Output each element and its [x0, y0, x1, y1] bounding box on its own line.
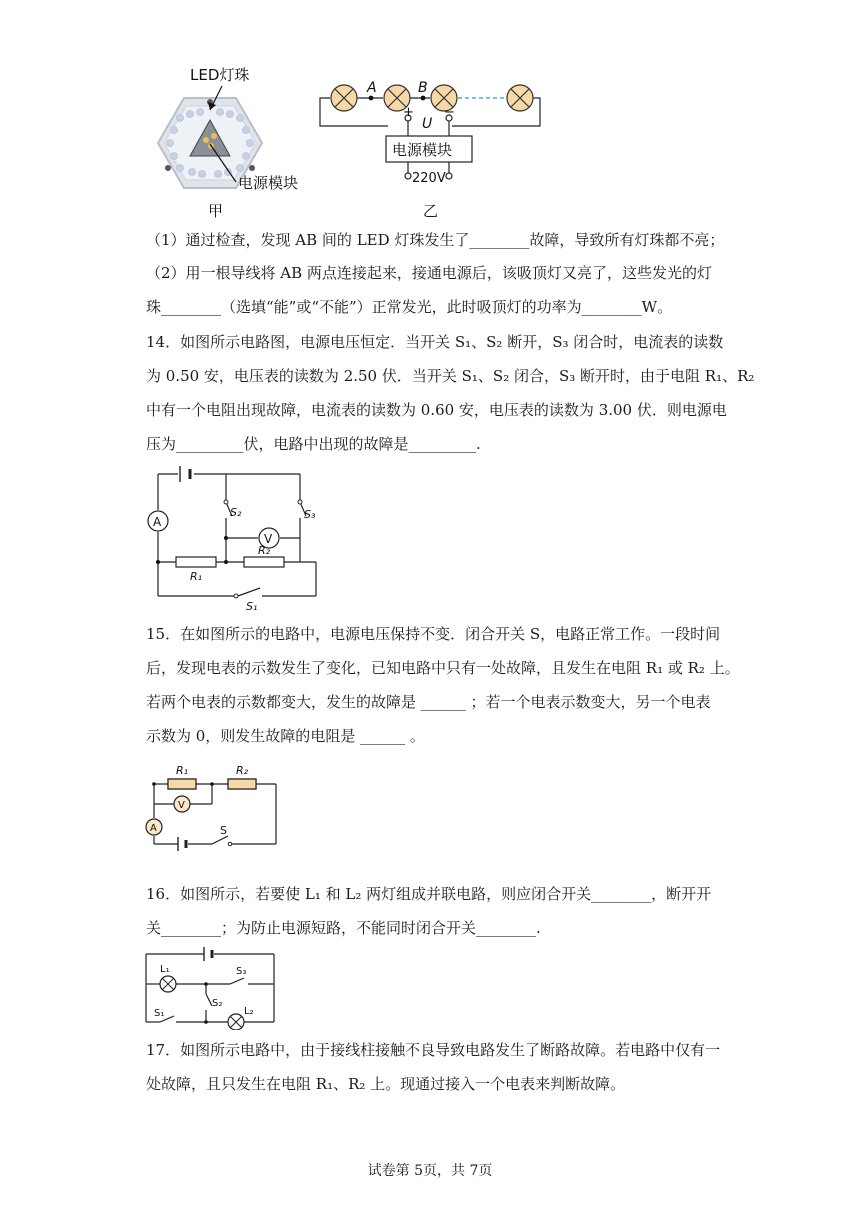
s3-label: S₃	[304, 508, 316, 521]
s2-label: S₂	[212, 998, 223, 1009]
figure-16-svg	[140, 944, 290, 1030]
r2-label: R₂	[258, 544, 271, 557]
q14-line-2: 为 0.50 安，电压表的读数为 2.50 伏．当开关 S₁、S₂ 闭合，S₃ 断开时，由于电阻 R₁、R₂	[146, 367, 755, 385]
q14-line-3: 中有一个电阻出现故障，电流表的读数为 0.60 安，电压表的读数为 3.00 伏．则电源电	[146, 401, 727, 419]
s2-label: S₂	[230, 506, 242, 519]
q15-line-2: 后，发现电表的示数发生了变化，已知电路中只有一处故障，且发生在电阻 R₁ 或 R₂ 上。	[146, 659, 740, 677]
module-label: 电源模块	[238, 174, 299, 192]
led-label: LED灯珠	[190, 66, 250, 84]
q15-line-3: 若两个电表的示数都变大，发生的故障是 ______ ；若一个电表示数变大，另一个电表	[146, 693, 711, 711]
q16-line-1: 16．如图所示，若要使 L₁ 和 L₂ 两灯组成并联电路，则应闭合开关________，断开开	[146, 885, 712, 903]
l1-label: L₁	[160, 964, 170, 975]
plus-sign: +	[403, 105, 414, 120]
r1-label: R₁	[176, 764, 189, 777]
q15-line-4: 示数为 0，则发生故障的电阻是 ______ 。	[146, 727, 425, 745]
s1-label: S₁	[154, 1008, 165, 1019]
s3-label: S₃	[236, 966, 247, 977]
q14-line-4: 压为_________伏，电路中出现的故障是_________.	[146, 435, 481, 453]
page-footer: 试卷第 5页，共 7页	[367, 1163, 493, 1179]
minus-sign: −	[444, 105, 455, 120]
q14-line-1: 14．如图所示电路图，电源电压恒定．当开关 S₁、S₂ 断开，S₃ 闭合时，电流表的读数	[146, 333, 724, 351]
point-a: A	[367, 80, 377, 96]
q13-line-1: （1）通过检查，发现 AB 间的 LED 灯珠发生了________故障，导致所有灯珠都不亮；	[146, 231, 725, 249]
ammeter-label: A	[150, 823, 157, 834]
q13-line-2: （2）用一根导线将 AB 两点连接起来，接通电源后，该吸顶灯又亮了，这些发光的灯	[146, 264, 712, 282]
volt-label: 220V	[412, 171, 446, 186]
r2-label: R₂	[236, 764, 249, 777]
figure-13-svg	[140, 58, 560, 226]
s1-label: S₁	[246, 600, 258, 613]
q15-line-1: 15．在如图所示的电路中，电源电压保持不变．闭合开关 S，电路正常工作。一段时间	[146, 625, 721, 643]
q17-line-2: 处故障，且只发生在电阻 R₁、R₂ 上。现通过接入一个电表来判断故障。	[146, 1075, 626, 1093]
voltmeter-label: V	[178, 800, 185, 811]
switch-label: S	[220, 824, 227, 837]
u-label: U	[422, 116, 433, 132]
caption-right: 乙	[423, 202, 439, 220]
figure-15	[140, 760, 290, 856]
q16-line-2: 关________；为防止电源短路，不能同时闭合开关________.	[146, 919, 541, 937]
figure-14-svg	[140, 462, 340, 614]
voltmeter-label: V	[264, 532, 273, 546]
figure-15-svg	[140, 760, 290, 856]
ammeter-label: A	[153, 515, 162, 529]
figure-16	[140, 944, 290, 1030]
box-label: 电源模块	[392, 141, 453, 159]
point-b: B	[418, 80, 428, 96]
q17-line-1: 17．如图所示电路中，由于接线柱接触不良导致电路发生了断路故障。若电路中仅有一	[146, 1041, 721, 1059]
r1-label: R₁	[190, 570, 203, 583]
l2-label: L₂	[244, 1006, 254, 1017]
figure-13	[140, 58, 560, 226]
q13-line-3: 珠________（选填“能”或“不能”）正常发光，此时吸顶灯的功率为________W。	[146, 298, 673, 316]
caption-left: 甲	[208, 202, 224, 220]
figure-14	[140, 462, 340, 614]
